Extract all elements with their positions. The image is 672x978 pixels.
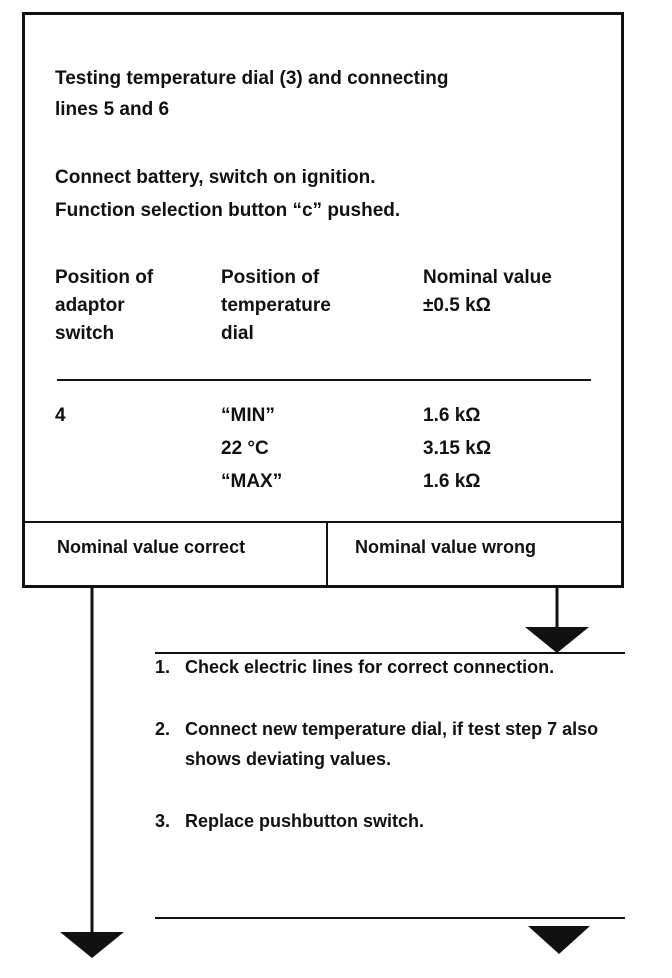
arrow-down-icon	[60, 932, 124, 958]
arrow-down-icon	[525, 627, 589, 653]
arrow-wrong	[525, 588, 589, 653]
test-title-line-1: Testing temperature dial (3) and connecting	[55, 68, 449, 89]
test-title-line-2: lines 5 and 6	[55, 99, 170, 120]
step-number: 3.	[155, 811, 171, 831]
outcome-wrong: Nominal value wrong	[355, 537, 537, 557]
step-text: Connect new temperature dial, if test step 7 also shows deviating values.	[185, 719, 599, 769]
header-adaptor-switch: Position of adaptor switch	[55, 267, 154, 344]
step-text: Check electric lines for correct connection.	[185, 657, 555, 677]
header-nominal-value: Nominal value ±0.5 kΩ	[423, 267, 552, 316]
step-number: 1.	[155, 657, 171, 677]
table-row-value: 1.6 kΩ	[423, 405, 481, 426]
instruction-line-2: Function selection button “c” pushed.	[55, 200, 401, 221]
step-text: Replace pushbutton switch.	[185, 811, 425, 831]
arrow-correct	[60, 588, 124, 958]
table-row-value: 3.15 kΩ	[423, 438, 492, 459]
adaptor-switch-value: 4	[55, 405, 66, 426]
arrow-wrong-exit	[528, 926, 590, 954]
header-dial-position: Position of temperature dial	[221, 267, 331, 344]
instruction-line-1: Connect battery, switch on ignition.	[55, 167, 376, 188]
table-row-value: 1.6 kΩ	[423, 471, 481, 492]
step-number: 2.	[155, 719, 171, 739]
arrow-down-icon	[528, 926, 590, 954]
outcome-correct: Nominal value correct	[57, 537, 246, 557]
table-row-dial: “MIN”	[221, 405, 275, 426]
table-row-dial: “MAX”	[221, 471, 283, 492]
table-row-dial: 22 °C	[221, 438, 269, 459]
